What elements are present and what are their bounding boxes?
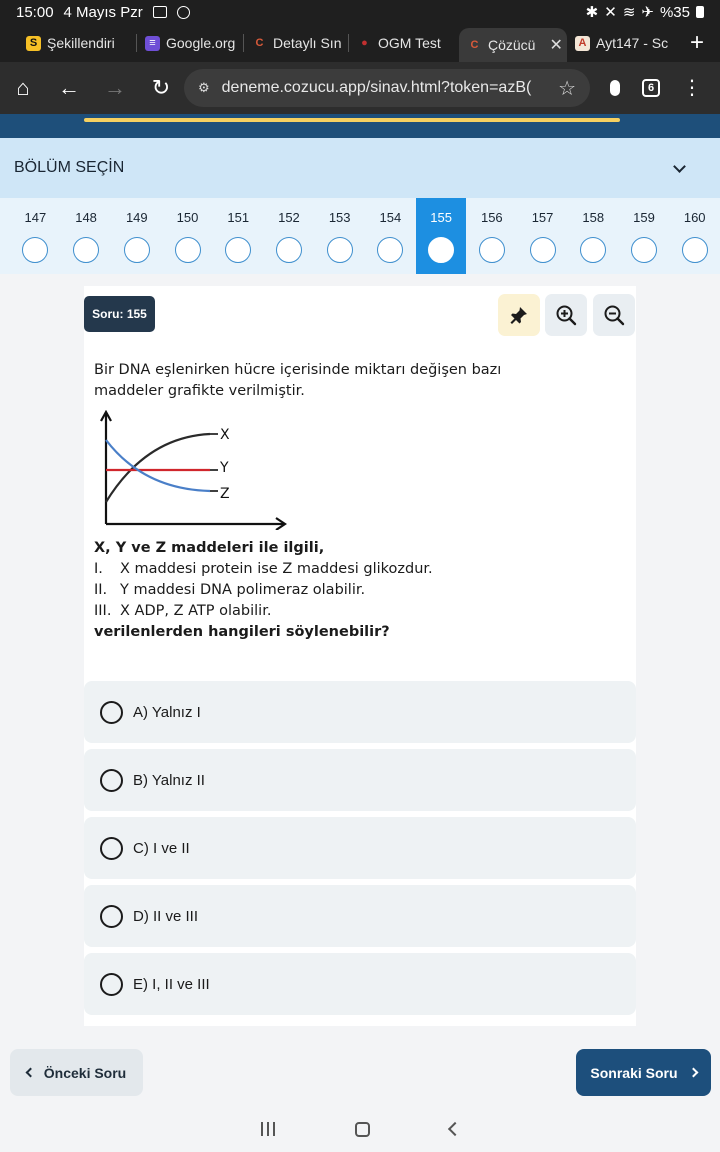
statement-item (94, 601, 614, 622)
radio-icon[interactable] (100, 905, 123, 928)
more-menu-icon[interactable]: ⋮ (682, 77, 702, 99)
option-label: C) I ve II (133, 839, 190, 857)
mute-icon: ✕ (604, 4, 617, 21)
option-label: E) I, II ve III (133, 975, 210, 993)
status-time: 15:00 (16, 3, 54, 21)
tab-title: Detaylı Sın (273, 35, 342, 51)
option-b[interactable] (84, 749, 636, 811)
back-icon[interactable]: ← (58, 75, 80, 100)
battery-level: %35 (659, 3, 690, 21)
pin-button[interactable] (498, 294, 540, 336)
question-number-label: 152 (278, 210, 300, 225)
question-number-item[interactable] (416, 198, 467, 274)
question-number-label: 158 (582, 210, 605, 225)
question-number-item[interactable] (669, 198, 720, 274)
question-number-item[interactable] (568, 198, 619, 274)
graph-label-x: X (220, 427, 230, 443)
answer-status-dot[interactable] (682, 237, 708, 263)
header-accent-stripe (84, 118, 620, 122)
question-number-item[interactable] (314, 198, 365, 274)
tab-favicon-icon: ● (361, 37, 368, 49)
status-date: 4 Mayıs Pzr (63, 3, 143, 21)
zoom-in-button[interactable] (545, 294, 587, 336)
option-label: A) Yalnız I (133, 703, 201, 721)
address-bar (0, 62, 720, 114)
status-bar (0, 0, 720, 24)
tab-title: Şekillendiri (47, 35, 115, 51)
answer-status-dot[interactable] (530, 237, 556, 263)
browser-tab[interactable] (18, 28, 136, 58)
site-settings-icon[interactable]: ⚙ (198, 80, 210, 95)
next-question-label: Sonraki Soru (590, 1064, 678, 1081)
statement-text: X ADP, Z ATP olabilir. (120, 603, 272, 619)
graph-label-y: Y (220, 460, 229, 476)
question-number-item[interactable] (10, 198, 61, 274)
question-prompt: X, Y ve Z maddeleri ile ilgili, (94, 540, 325, 556)
browser-tab-active[interactable] (459, 28, 567, 62)
radio-icon[interactable] (100, 973, 123, 996)
tab-title: OGM Test (378, 35, 441, 51)
question-number-item[interactable] (517, 198, 568, 274)
question-number-label: 159 (633, 210, 655, 225)
question-number-item[interactable] (365, 198, 416, 274)
option-label: D) II ve III (133, 907, 199, 925)
question-number-label: 150 (176, 210, 199, 225)
answer-status-dot[interactable] (428, 237, 454, 263)
answer-status-dot[interactable] (377, 237, 403, 263)
statements-block (94, 538, 614, 643)
question-number-label: 149 (125, 210, 148, 225)
reload-icon[interactable]: ↻ (151, 75, 171, 100)
tab-title: Google.org (166, 35, 236, 51)
next-question-button[interactable] (576, 1049, 711, 1096)
tab-title: Ayt147 - Sc (596, 35, 669, 51)
tab-favicon-icon: S (26, 36, 41, 51)
statement-item (94, 580, 614, 601)
whatsapp-notification-icon (177, 6, 190, 19)
question-number-label: 160 (683, 210, 706, 225)
option-label: B) Yalnız II (133, 771, 205, 789)
answer-status-dot[interactable] (225, 237, 251, 263)
new-tab-icon[interactable]: + (689, 29, 704, 56)
tab-favicon-icon: C (255, 37, 264, 49)
previous-question-button[interactable] (10, 1049, 143, 1096)
answer-status-dot[interactable] (22, 237, 48, 263)
question-number-label: 157 (531, 210, 554, 225)
tab-favicon-icon: C (470, 39, 479, 51)
question-number-label: 155 (430, 210, 452, 225)
close-tab-icon[interactable]: ✕ (549, 37, 563, 54)
radio-icon[interactable] (100, 701, 123, 724)
wifi-icon: ≋ (622, 4, 636, 21)
option-e[interactable] (84, 953, 636, 1015)
radio-icon[interactable] (100, 837, 123, 860)
browser-tab[interactable] (244, 28, 348, 58)
question-number-label: 147 (24, 210, 47, 225)
option-d[interactable] (84, 885, 636, 947)
option-c[interactable] (84, 817, 636, 879)
tab-title: Çözücü (488, 37, 536, 53)
statement-text: X maddesi protein ise Z maddesi glikozdur. (120, 561, 433, 577)
question-number-label: 154 (379, 210, 402, 225)
question-number-item[interactable] (162, 198, 213, 274)
question-number-item[interactable] (111, 198, 162, 274)
answer-status-dot[interactable] (276, 237, 302, 263)
answer-status-dot[interactable] (124, 237, 150, 263)
question-card (84, 286, 636, 1026)
statement-number: II. (94, 582, 108, 598)
answer-status-dot[interactable] (175, 237, 201, 263)
question-number-item[interactable] (264, 198, 315, 274)
home-icon[interactable]: ⌂ (16, 75, 30, 100)
tab-count-button[interactable]: 6 (642, 79, 660, 97)
microphone-icon[interactable] (610, 80, 620, 96)
browser-tab[interactable] (349, 28, 459, 58)
curve-x (106, 434, 210, 502)
question-text (94, 360, 614, 402)
question-number-item[interactable] (619, 198, 670, 274)
question-number-item[interactable] (61, 198, 112, 274)
system-navigation-bar (0, 1106, 720, 1152)
question-text-line: Bir DNA eşlenirken hücre içerisinde miktarı değişen bazı (94, 362, 502, 378)
tab-favicon-icon: A (575, 36, 590, 51)
chevron-left-icon (25, 1068, 35, 1078)
question-number-label: 156 (480, 210, 503, 225)
option-a[interactable] (84, 681, 636, 743)
url-field[interactable] (184, 69, 590, 107)
zoom-out-icon (603, 304, 625, 326)
browser-tab[interactable] (137, 28, 243, 58)
question-number-badge: Soru: 155 (84, 296, 155, 332)
statement-item (94, 559, 614, 580)
bookmark-star-icon[interactable]: ☆ (558, 77, 576, 100)
answer-status-dot[interactable] (73, 237, 99, 263)
graph-label-z: Z (220, 486, 230, 502)
zoom-out-button[interactable] (593, 294, 635, 336)
answer-status-dot[interactable] (580, 237, 606, 263)
forward-icon[interactable]: → (104, 75, 126, 100)
radio-icon[interactable] (100, 769, 123, 792)
answer-status-dot[interactable] (327, 237, 353, 263)
gallery-notification-icon (153, 6, 167, 18)
question-text-line: maddeler grafikte verilmiştir. (94, 383, 305, 399)
url-text: deneme.cozucu.app/sinav.html?token=azB( (221, 79, 532, 96)
recent-apps-icon[interactable] (261, 1122, 275, 1136)
statement-text: Y maddesi DNA polimeraz olabilir. (120, 582, 366, 598)
question-number-item[interactable] (466, 198, 517, 274)
section-select-dropdown[interactable] (0, 138, 720, 198)
answer-status-dot[interactable] (479, 237, 505, 263)
question-number-strip (0, 198, 720, 274)
chevron-right-icon (688, 1068, 698, 1078)
question-number-label: 151 (227, 210, 250, 225)
bluetooth-icon: ✱ (585, 4, 599, 21)
section-select-label: BÖLÜM SEÇİN (14, 159, 125, 176)
home-button-icon[interactable] (355, 1122, 370, 1137)
substance-graph (98, 410, 298, 530)
zoom-in-icon (555, 304, 577, 326)
battery-icon (696, 6, 704, 18)
browser-tab[interactable] (567, 28, 671, 58)
statement-number: I. (94, 561, 103, 577)
question-number-label: 148 (75, 210, 97, 225)
page-header-band (0, 114, 720, 138)
chevron-down-icon (673, 160, 686, 173)
pin-icon (509, 305, 529, 325)
airplane-icon: ✈ (641, 4, 654, 21)
previous-question-label: Önceki Soru (43, 1064, 127, 1081)
tab-favicon-icon: ≡ (145, 36, 160, 51)
browser-tab-bar (0, 24, 720, 62)
question-ask: verilenlerden hangileri söylenebilir? (94, 624, 390, 640)
answer-status-dot[interactable] (631, 237, 657, 263)
question-number-label: 153 (328, 210, 351, 225)
question-navigation-bar (0, 1040, 720, 1106)
system-back-icon[interactable] (447, 1122, 461, 1136)
statement-number: III. (94, 603, 112, 619)
question-number-item[interactable] (213, 198, 264, 274)
